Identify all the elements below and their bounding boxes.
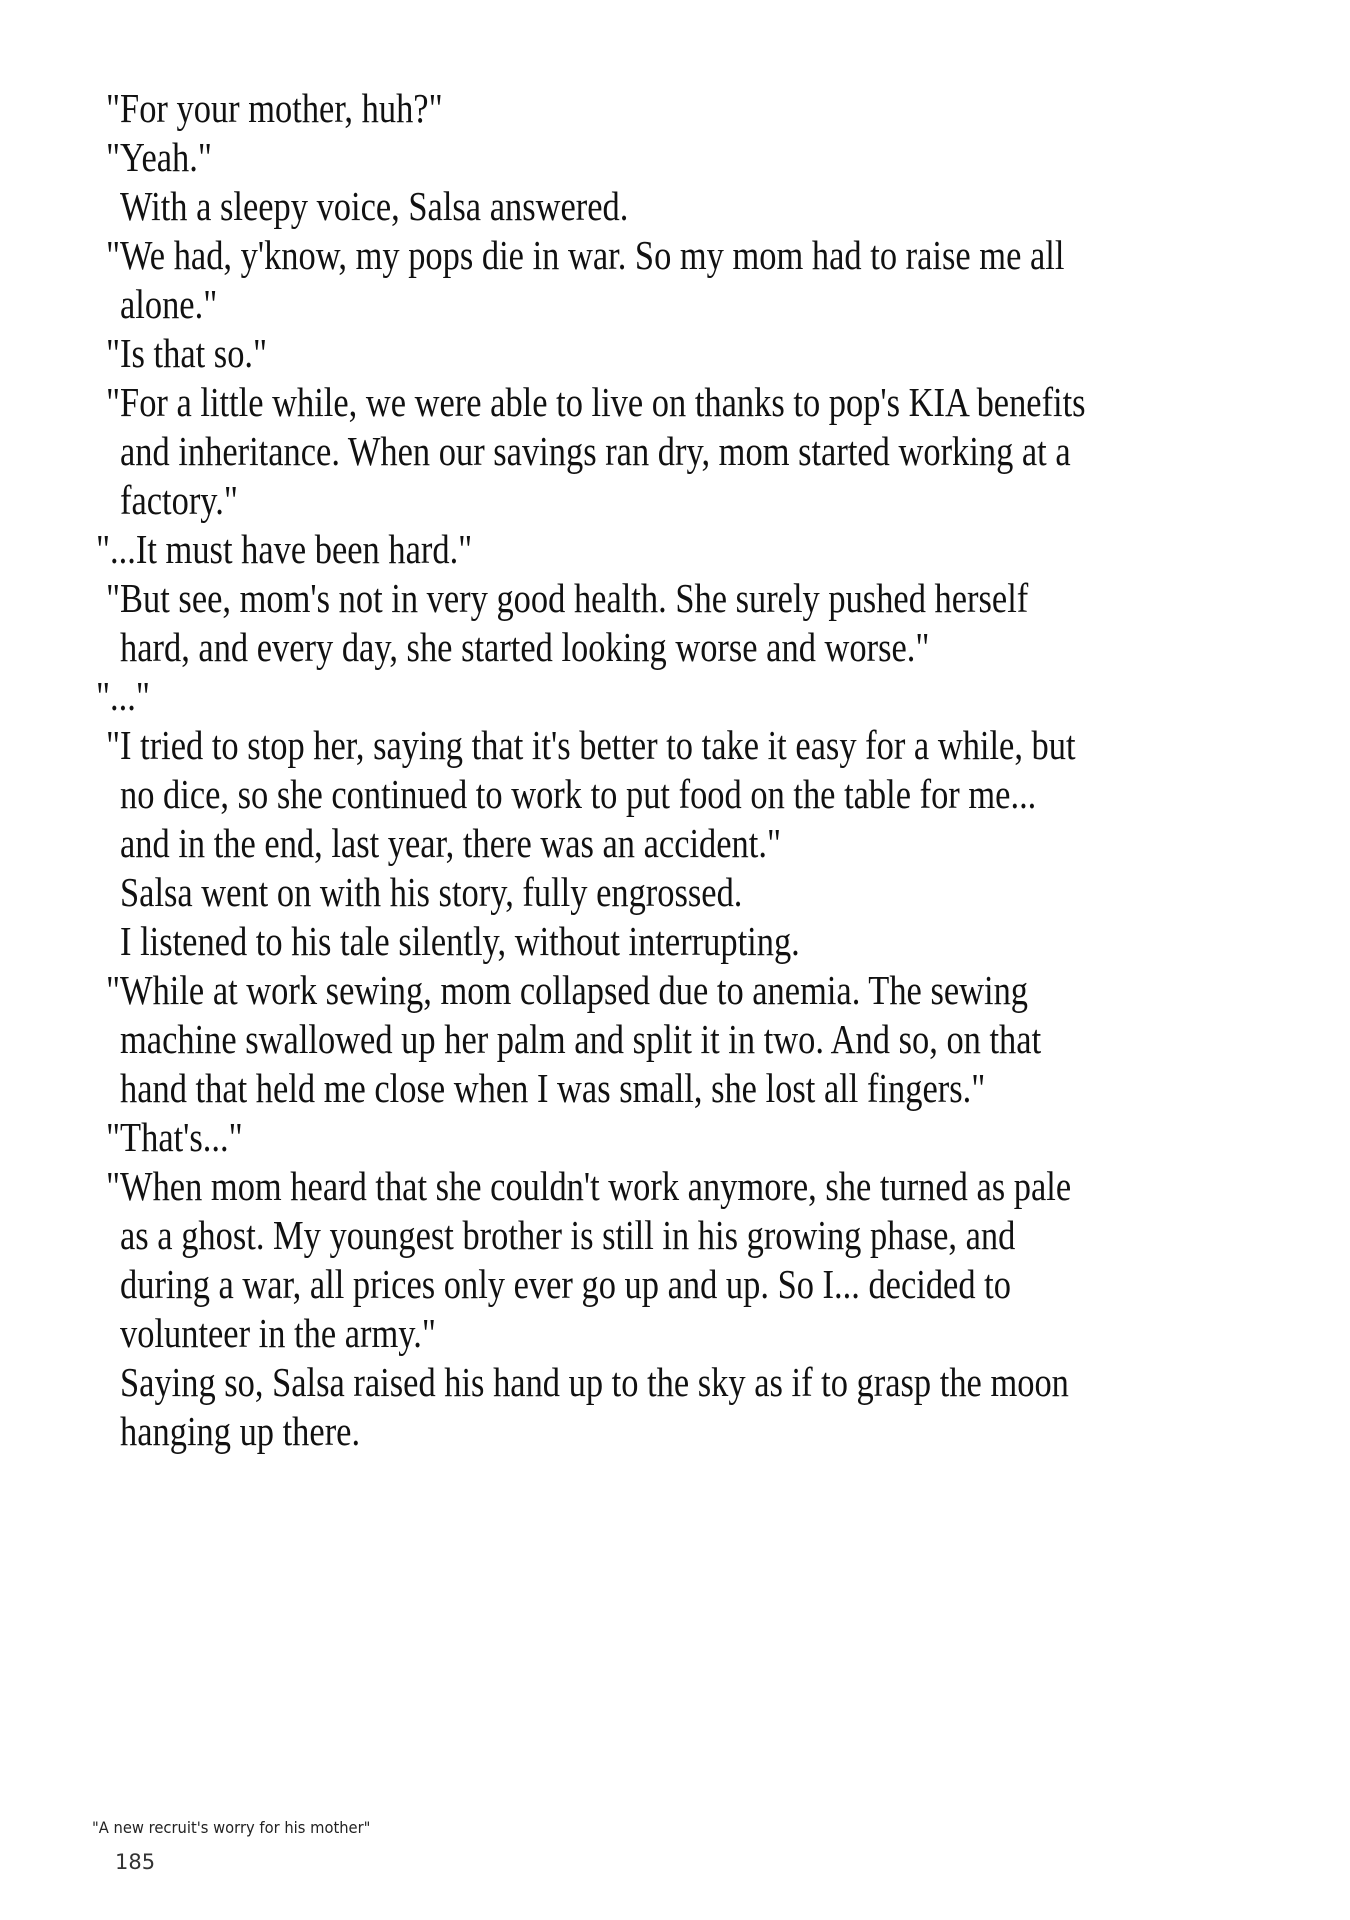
text-line: With a sleepy voice, Salsa answered. <box>120 183 629 229</box>
text-line: "For a little while, we were able to live on thanks to pop's KIA benefits <box>106 379 1086 425</box>
text-line: Saying so, Salsa raised his hand up to the sky as if to grasp the moon <box>120 1359 1069 1405</box>
text-line: "That's..." <box>106 1114 243 1160</box>
text-line: "For your mother, huh?" <box>106 85 443 131</box>
footer-chapter-title: "A new recruit's worry for his mother" <box>92 1818 371 1837</box>
text-line: "Yeah." <box>106 134 212 180</box>
text-line: "When mom heard that she couldn't work anymore, she turned as pale <box>106 1163 1072 1209</box>
text-line: no dice, so she continued to work to put food on the table for me... <box>120 771 1037 817</box>
text-line: Salsa went on with his story, fully engrossed. <box>120 869 743 915</box>
text-line: volunteer in the army." <box>120 1310 436 1356</box>
text-line: "..." <box>96 673 150 719</box>
text-line: hand that held me close when I was small, she lost all fingers." <box>120 1065 986 1111</box>
text-line: "We had, y'know, my pops die in war. So my mom had to raise me all <box>106 232 1065 278</box>
text-line: hanging up there. <box>120 1408 361 1454</box>
text-line: alone." <box>120 281 218 327</box>
text-line: "I tried to stop her, saying that it's better to take it easy for a while, but <box>106 722 1076 768</box>
text-line: "But see, mom's not in very good health. She surely pushed herself <box>106 575 1029 621</box>
text-line: "While at work sewing, mom collapsed due to anemia. The sewing <box>106 967 1029 1013</box>
text-line: factory." <box>120 477 238 523</box>
text-line: hard, and every day, she started looking worse and worse." <box>120 624 930 670</box>
text-line: and inheritance. When our savings ran dry, mom started working at a <box>120 428 1071 474</box>
text-line: during a war, all prices only ever go up and up. So I... decided to <box>120 1261 1011 1307</box>
page-number: 185 <box>115 1850 156 1874</box>
text-line: I listened to his tale silently, without interrupting. <box>120 918 800 964</box>
text-line: and in the end, last year, there was an accident." <box>120 820 782 866</box>
text-line: "...It must have been hard." <box>96 526 473 572</box>
text-line: "Is that so." <box>106 330 268 376</box>
text-line: machine swallowed up her palm and split it in two. And so, on that <box>120 1016 1042 1062</box>
text-line: as a ghost. My youngest brother is still in his growing phase, and <box>120 1212 1016 1258</box>
